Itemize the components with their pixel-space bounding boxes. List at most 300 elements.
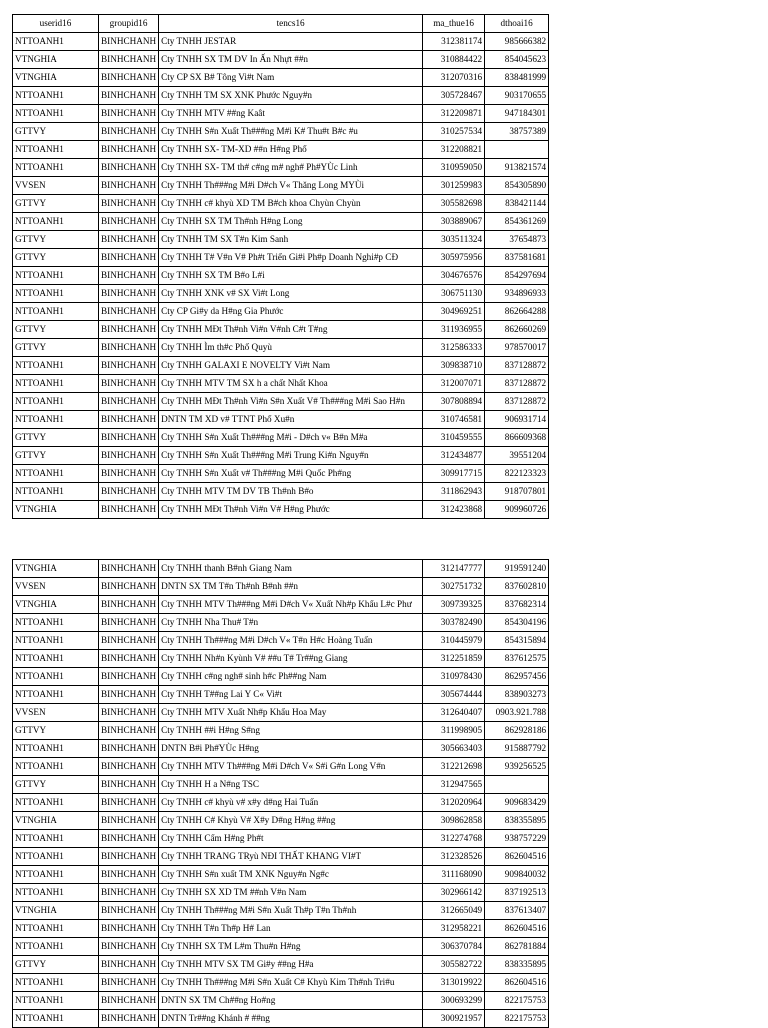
cell-userid: NTTOANH1 <box>13 393 99 411</box>
cell-userid: VVSEN <box>13 578 99 596</box>
cell-userid: NTTOANH1 <box>13 740 99 758</box>
cell-phone: 909840032 <box>485 866 549 884</box>
cell-groupid: BINHCHANH <box>99 974 159 992</box>
cell-tax-code: 311936955 <box>423 321 485 339</box>
table-row <box>13 69 549 87</box>
cell-phone: 854297694 <box>485 267 549 285</box>
cell-groupid: BINHCHANH <box>99 668 159 686</box>
cell-userid: NTTOANH1 <box>13 668 99 686</box>
cell-groupid: BINHCHANH <box>99 483 159 501</box>
cell-groupid: BINHCHANH <box>99 123 159 141</box>
cell-groupid: BINHCHANH <box>99 866 159 884</box>
cell-userid: NTTOANH1 <box>13 884 99 902</box>
cell-groupid: BINHCHANH <box>99 884 159 902</box>
cell-groupid: BINHCHANH <box>99 321 159 339</box>
cell-tax-code: 300921957 <box>423 1010 485 1028</box>
cell-company-name: Cty TNHH SX TM B#o L#i <box>159 267 423 285</box>
cell-tax-code: 311862943 <box>423 483 485 501</box>
cell-phone: 909683429 <box>485 794 549 812</box>
cell-company-name: DNTN TM XD v# TTNT Phố Xu#n <box>159 411 423 429</box>
cell-groupid: BINHCHANH <box>99 303 159 321</box>
cell-phone: 838421144 <box>485 195 549 213</box>
cell-company-name: Cty TNHH S#n Xuất Th###ng M#i K# Thu#t B#c #u <box>159 123 423 141</box>
cell-phone: 838481999 <box>485 69 549 87</box>
cell-userid: NTTOANH1 <box>13 794 99 812</box>
table-row <box>13 501 549 519</box>
cell-tax-code: 303782490 <box>423 614 485 632</box>
cell-groupid: BINHCHANH <box>99 830 159 848</box>
cell-company-name: Cty TNHH SX- TM-XD ##n H#ng Phố <box>159 141 423 159</box>
cell-tax-code: 307808894 <box>423 393 485 411</box>
cell-company-name: Cty TNHH JESTAR <box>159 33 423 51</box>
cell-company-name: Cty TNHH MĐt Th#nh Vi#n V#nh C#t T#ng <box>159 321 423 339</box>
cell-phone: 862604516 <box>485 974 549 992</box>
cell-company-name: Cty TNHH thanh B#nh Giang Nam <box>159 560 423 578</box>
cell-tax-code: 310257534 <box>423 123 485 141</box>
company-table-1 <box>12 14 549 519</box>
table-row <box>13 812 549 830</box>
cell-groupid: BINHCHANH <box>99 848 159 866</box>
cell-company-name: Cty TNHH c# khyù v# x#y d#ng Hai Tuấn <box>159 794 423 812</box>
cell-userid: NTTOANH1 <box>13 267 99 285</box>
cell-company-name: Cty TNHH T#n Th#p H# Lan <box>159 920 423 938</box>
cell-userid: GTTVY <box>13 231 99 249</box>
cell-company-name: Cty TNHH TM SX XNK Phước Nguy#n <box>159 87 423 105</box>
cell-company-name: Cty TNHH SX TM Th#nh H#ng Long <box>159 213 423 231</box>
cell-userid: NTTOANH1 <box>13 357 99 375</box>
cell-company-name: Cty CP Gi#y da H#ng Gia Phước <box>159 303 423 321</box>
cell-groupid: BINHCHANH <box>99 956 159 974</box>
header-tencs: tencs16 <box>159 15 423 33</box>
cell-tax-code: 309917715 <box>423 465 485 483</box>
cell-tax-code: 304969251 <box>423 303 485 321</box>
cell-phone: 838335895 <box>485 956 549 974</box>
cell-tax-code: 302966142 <box>423 884 485 902</box>
cell-phone: 838355895 <box>485 812 549 830</box>
cell-phone <box>485 776 549 794</box>
table-row <box>13 105 549 123</box>
cell-tax-code: 312434877 <box>423 447 485 465</box>
cell-groupid: BINHCHANH <box>99 195 159 213</box>
table-row <box>13 429 549 447</box>
cell-groupid: BINHCHANH <box>99 812 159 830</box>
cell-phone: 854315894 <box>485 632 549 650</box>
table-row <box>13 884 549 902</box>
cell-phone: 37654873 <box>485 231 549 249</box>
cell-company-name: Cty TNHH SX- TM th# c#ng m# ngh# Ph#YÙc Linh <box>159 159 423 177</box>
cell-phone: 837192513 <box>485 884 549 902</box>
cell-company-name: Cty TNHH Nha Thu# T#n <box>159 614 423 632</box>
table-row <box>13 357 549 375</box>
table-row <box>13 596 549 614</box>
cell-phone: 837612575 <box>485 650 549 668</box>
cell-tax-code: 310959050 <box>423 159 485 177</box>
cell-phone: 822175753 <box>485 1010 549 1028</box>
cell-groupid: BINHCHANH <box>99 465 159 483</box>
cell-phone: 822123323 <box>485 465 549 483</box>
cell-groupid: BINHCHANH <box>99 501 159 519</box>
table-row <box>13 447 549 465</box>
cell-tax-code: 312586333 <box>423 339 485 357</box>
cell-groupid: BINHCHANH <box>99 267 159 285</box>
table-row <box>13 938 549 956</box>
cell-company-name: Cty TNHH c#ng ngh# sinh h#c Ph##ng Nam <box>159 668 423 686</box>
table-row <box>13 231 549 249</box>
cell-tax-code: 310884422 <box>423 51 485 69</box>
cell-tax-code: 310459555 <box>423 429 485 447</box>
cell-company-name: Cty TNHH MĐt Th#nh Vi#n S#n Xuất V# Th###ng M#i Sao H#n <box>159 393 423 411</box>
table-row <box>13 758 549 776</box>
cell-userid: NTTOANH1 <box>13 483 99 501</box>
cell-phone: 934896933 <box>485 285 549 303</box>
table-row <box>13 704 549 722</box>
cell-tax-code: 312208821 <box>423 141 485 159</box>
cell-userid: NTTOANH1 <box>13 465 99 483</box>
cell-userid: NTTOANH1 <box>13 920 99 938</box>
cell-groupid: BINHCHANH <box>99 105 159 123</box>
cell-phone: 38757389 <box>485 123 549 141</box>
cell-phone: 939256525 <box>485 758 549 776</box>
table-row <box>13 578 549 596</box>
cell-phone: 854304196 <box>485 614 549 632</box>
cell-userid: NTTOANH1 <box>13 992 99 1010</box>
cell-company-name: Cty TNHH C# Khyù V# X#y D#ng H#ng ##ng <box>159 812 423 830</box>
cell-company-name: Cty TNHH Th###ng M#i S#n Xuất C# Khyù Kim Th#nh Tri#u <box>159 974 423 992</box>
cell-phone: 862660269 <box>485 321 549 339</box>
cell-phone: 837128872 <box>485 357 549 375</box>
cell-groupid: BINHCHANH <box>99 578 159 596</box>
cell-tax-code: 312020964 <box>423 794 485 812</box>
cell-tax-code: 310445979 <box>423 632 485 650</box>
cell-company-name: Cty TNHH Cẩm H#ng Ph#t <box>159 830 423 848</box>
cell-phone: 909960726 <box>485 501 549 519</box>
cell-userid: VTNGHIA <box>13 596 99 614</box>
cell-company-name: Cty TNHH Th###ng M#i D#ch V« Thăng Long MYÙi <box>159 177 423 195</box>
cell-userid: NTTOANH1 <box>13 848 99 866</box>
cell-userid: NTTOANH1 <box>13 938 99 956</box>
cell-company-name: Cty TNHH Nh#n Kyùnh V# ##u T# Tr##ng Giang <box>159 650 423 668</box>
table-row <box>13 249 549 267</box>
table-row <box>13 375 549 393</box>
cell-phone: 947184301 <box>485 105 549 123</box>
cell-userid: GTTVY <box>13 339 99 357</box>
cell-phone: 913821574 <box>485 159 549 177</box>
cell-company-name: Cty TNHH MTV TM SX h a chất Nhất Khoa <box>159 375 423 393</box>
cell-company-name: Cty TNHH T##ng Lai Y C« Vi#t <box>159 686 423 704</box>
table-row <box>13 794 549 812</box>
table-row <box>13 141 549 159</box>
table-row <box>13 195 549 213</box>
table-row <box>13 123 549 141</box>
cell-company-name: Cty TNHH MTV ##ng Kaât <box>159 105 423 123</box>
cell-tax-code: 309739325 <box>423 596 485 614</box>
cell-groupid: BINHCHANH <box>99 357 159 375</box>
cell-groupid: BINHCHANH <box>99 740 159 758</box>
cell-userid: NTTOANH1 <box>13 632 99 650</box>
cell-userid: NTTOANH1 <box>13 213 99 231</box>
cell-userid: NTTOANH1 <box>13 141 99 159</box>
cell-tax-code: 312328526 <box>423 848 485 866</box>
cell-tax-code: 309862858 <box>423 812 485 830</box>
cell-phone: 838903273 <box>485 686 549 704</box>
table-row <box>13 285 549 303</box>
cell-phone: 854045623 <box>485 51 549 69</box>
cell-phone: 837613407 <box>485 902 549 920</box>
cell-groupid: BINHCHANH <box>99 339 159 357</box>
cell-phone: 862604516 <box>485 848 549 866</box>
cell-groupid: BINHCHANH <box>99 902 159 920</box>
cell-phone: 918707801 <box>485 483 549 501</box>
cell-company-name: Cty TNHH Th###ng M#i S#n Xuất Th#p T#n Th#nh <box>159 902 423 920</box>
cell-groupid: BINHCHANH <box>99 375 159 393</box>
cell-userid: NTTOANH1 <box>13 33 99 51</box>
cell-phone: 837581681 <box>485 249 549 267</box>
table-row <box>13 159 549 177</box>
table-row <box>13 830 549 848</box>
cell-userid: NTTOANH1 <box>13 830 99 848</box>
cell-tax-code: 312007071 <box>423 375 485 393</box>
cell-phone: 862604516 <box>485 920 549 938</box>
cell-userid: GTTVY <box>13 195 99 213</box>
cell-tax-code: 305975956 <box>423 249 485 267</box>
cell-company-name: DNTN SX TM Ch##ng Ho#ng <box>159 992 423 1010</box>
table-row <box>13 776 549 794</box>
cell-company-name: Cty TNHH S#n Xuất Th###ng M#i Trung Ki#n Nguy#n <box>159 447 423 465</box>
cell-company-name: Cty TNHH SX TM L#m Thu#n H#ng <box>159 938 423 956</box>
cell-groupid: BINHCHANH <box>99 33 159 51</box>
table-row <box>13 956 549 974</box>
cell-groupid: BINHCHANH <box>99 177 159 195</box>
table-row <box>13 614 549 632</box>
cell-groupid: BINHCHANH <box>99 411 159 429</box>
table-row <box>13 51 549 69</box>
cell-company-name: DNTN SX TM T#n Th#nh B#nh ##n <box>159 578 423 596</box>
table-row <box>13 740 549 758</box>
table-row <box>13 920 549 938</box>
cell-company-name: Cty CP SX B# Tông Vi#t Nam <box>159 69 423 87</box>
cell-userid: VTNGHIA <box>13 812 99 830</box>
cell-phone <box>485 141 549 159</box>
cell-tax-code: 305674444 <box>423 686 485 704</box>
table-row <box>13 560 549 578</box>
cell-userid: NTTOANH1 <box>13 758 99 776</box>
cell-userid: NTTOANH1 <box>13 686 99 704</box>
cell-groupid: BINHCHANH <box>99 938 159 956</box>
cell-company-name: Cty TNHH c# khyù XD TM B#ch khoa Chyùn Chyùn <box>159 195 423 213</box>
cell-tax-code: 302751732 <box>423 578 485 596</box>
cell-company-name: Cty TNHH MTV TM DV TB Th#nh B#o <box>159 483 423 501</box>
cell-userid: VTNGHIA <box>13 69 99 87</box>
cell-groupid: BINHCHANH <box>99 51 159 69</box>
cell-tax-code: 301259983 <box>423 177 485 195</box>
cell-groupid: BINHCHANH <box>99 69 159 87</box>
table-row <box>13 87 549 105</box>
cell-groupid: BINHCHANH <box>99 722 159 740</box>
table-row <box>13 992 549 1010</box>
cell-tax-code: 303889067 <box>423 213 485 231</box>
cell-company-name: Cty TNHH Ìm th#c Phố Quyù <box>159 339 423 357</box>
cell-groupid: BINHCHANH <box>99 159 159 177</box>
cell-company-name: Cty TNHH TM SX T#n Kim Sanh <box>159 231 423 249</box>
table-row <box>13 303 549 321</box>
cell-userid: NTTOANH1 <box>13 105 99 123</box>
cell-tax-code: 312209871 <box>423 105 485 123</box>
cell-groupid: BINHCHANH <box>99 560 159 578</box>
cell-phone: 862957456 <box>485 668 549 686</box>
cell-userid: NTTOANH1 <box>13 1010 99 1028</box>
table-row <box>13 33 549 51</box>
cell-company-name: Cty TNHH S#n xuất TM XNK Nguy#n Ng#c <box>159 866 423 884</box>
cell-company-name: Cty TNHH S#n Xuất v# Th###ng M#i Quốc Ph#ng <box>159 465 423 483</box>
cell-phone: 837682314 <box>485 596 549 614</box>
cell-tax-code: 305582722 <box>423 956 485 974</box>
table-row <box>13 1010 549 1028</box>
cell-company-name: Cty TNHH Th###ng M#i D#ch V« T#n H#c Hoàng Tuấn <box>159 632 423 650</box>
header-dthoai: dthoai16 <box>485 15 549 33</box>
cell-phone: 906931714 <box>485 411 549 429</box>
cell-groupid: BINHCHANH <box>99 213 159 231</box>
cell-company-name: Cty TNHH SX XD TM ##nh V#n Nam <box>159 884 423 902</box>
cell-tax-code: 309838710 <box>423 357 485 375</box>
cell-phone: 862664288 <box>485 303 549 321</box>
cell-tax-code: 306751130 <box>423 285 485 303</box>
cell-tax-code: 300693299 <box>423 992 485 1010</box>
cell-company-name: Cty TNHH ##i H#ng S#ng <box>159 722 423 740</box>
cell-userid: NTTOANH1 <box>13 411 99 429</box>
cell-groupid: BINHCHANH <box>99 249 159 267</box>
table-row <box>13 632 549 650</box>
cell-groupid: BINHCHANH <box>99 758 159 776</box>
table-row <box>13 339 549 357</box>
cell-phone: 978570017 <box>485 339 549 357</box>
cell-groupid: BINHCHANH <box>99 632 159 650</box>
table-row <box>13 321 549 339</box>
cell-userid: NTTOANH1 <box>13 375 99 393</box>
cell-phone: 854361269 <box>485 213 549 231</box>
cell-groupid: BINHCHANH <box>99 920 159 938</box>
cell-company-name: Cty TNHH T# V#n V# Ph#t Triển Gi#i Ph#p Doanh Nghi#p CĐ <box>159 249 423 267</box>
cell-groupid: BINHCHANH <box>99 686 159 704</box>
cell-groupid: BINHCHANH <box>99 429 159 447</box>
cell-groupid: BINHCHANH <box>99 614 159 632</box>
table-row <box>13 866 549 884</box>
cell-groupid: BINHCHANH <box>99 650 159 668</box>
cell-tax-code: 312251859 <box>423 650 485 668</box>
cell-tax-code: 312274768 <box>423 830 485 848</box>
cell-company-name: Cty TNHH MĐt Th#nh Vi#n V# H#ng Phước <box>159 501 423 519</box>
cell-tax-code: 306370784 <box>423 938 485 956</box>
cell-groupid: BINHCHANH <box>99 141 159 159</box>
cell-userid: NTTOANH1 <box>13 87 99 105</box>
cell-groupid: BINHCHANH <box>99 794 159 812</box>
cell-phone: 0903.921.788 <box>485 704 549 722</box>
cell-userid: VTNGHIA <box>13 51 99 69</box>
cell-tax-code: 312947565 <box>423 776 485 794</box>
cell-userid: VVSEN <box>13 704 99 722</box>
table-row <box>13 668 549 686</box>
cell-groupid: BINHCHANH <box>99 992 159 1010</box>
cell-userid: NTTOANH1 <box>13 650 99 668</box>
cell-company-name: Cty TNHH MTV Xuất Nh#p Khẩu Hoa May <box>159 704 423 722</box>
cell-tax-code: 312665049 <box>423 902 485 920</box>
spreadsheet <box>12 14 549 1028</box>
cell-phone: 915887792 <box>485 740 549 758</box>
cell-groupid: BINHCHANH <box>99 447 159 465</box>
table-row <box>13 650 549 668</box>
table-row <box>13 213 549 231</box>
cell-phone: 938757229 <box>485 830 549 848</box>
cell-company-name: Cty TNHH H a N#ng TSC <box>159 776 423 794</box>
table-gap <box>12 519 549 559</box>
cell-company-name: Cty TNHH S#n Xuất Th###ng M#i - D#ch v« B#n M#a <box>159 429 423 447</box>
cell-groupid: BINHCHANH <box>99 704 159 722</box>
cell-groupid: BINHCHANH <box>99 1010 159 1028</box>
cell-phone: 837128872 <box>485 375 549 393</box>
cell-company-name: Cty TNHH MTV Th###ng M#i D#ch V« Xuất Nh#p Khẩu L#c Phư <box>159 596 423 614</box>
cell-tax-code: 311998905 <box>423 722 485 740</box>
cell-tax-code: 312147777 <box>423 560 485 578</box>
header-row <box>13 15 549 33</box>
cell-tax-code: 303511324 <box>423 231 485 249</box>
cell-groupid: BINHCHANH <box>99 285 159 303</box>
cell-userid: GTTVY <box>13 249 99 267</box>
cell-phone: 866609368 <box>485 429 549 447</box>
cell-company-name: DNTN B#i Ph#YÙc H#ng <box>159 740 423 758</box>
cell-userid: VTNGHIA <box>13 560 99 578</box>
cell-phone: 837602810 <box>485 578 549 596</box>
company-table-2 <box>12 559 549 1028</box>
table-row <box>13 902 549 920</box>
cell-company-name: Cty TNHH MTV SX TM Gi#y ##ng H#a <box>159 956 423 974</box>
cell-userid: GTTVY <box>13 429 99 447</box>
cell-company-name: Cty TNHH TRANG TRyù NĐI THẤT KHANG VI#T <box>159 848 423 866</box>
cell-tax-code: 310978430 <box>423 668 485 686</box>
header-groupid: groupid16 <box>99 15 159 33</box>
header-ma-thue: ma_thue16 <box>423 15 485 33</box>
header-userid: userid16 <box>13 15 99 33</box>
cell-userid: NTTOANH1 <box>13 866 99 884</box>
cell-userid: GTTVY <box>13 956 99 974</box>
table-row <box>13 483 549 501</box>
cell-phone: 862928186 <box>485 722 549 740</box>
cell-phone: 862781884 <box>485 938 549 956</box>
cell-userid: NTTOANH1 <box>13 303 99 321</box>
table-row <box>13 848 549 866</box>
cell-company-name: Cty TNHH SX TM DV In Ấn Nhựt ##n <box>159 51 423 69</box>
table-row <box>13 393 549 411</box>
cell-userid: GTTVY <box>13 123 99 141</box>
cell-tax-code: 312212698 <box>423 758 485 776</box>
cell-tax-code: 305728467 <box>423 87 485 105</box>
table-row <box>13 267 549 285</box>
cell-phone: 822175753 <box>485 992 549 1010</box>
table-row <box>13 722 549 740</box>
cell-groupid: BINHCHANH <box>99 596 159 614</box>
cell-userid: GTTVY <box>13 776 99 794</box>
cell-tax-code: 305582698 <box>423 195 485 213</box>
table-row <box>13 411 549 429</box>
cell-phone: 854305890 <box>485 177 549 195</box>
cell-company-name: Cty TNHH GALAXI E NOVELTY Vi#t Nam <box>159 357 423 375</box>
cell-userid: GTTVY <box>13 722 99 740</box>
cell-phone: 39551204 <box>485 447 549 465</box>
cell-phone: 919591240 <box>485 560 549 578</box>
cell-tax-code: 313019922 <box>423 974 485 992</box>
cell-phone: 837128872 <box>485 393 549 411</box>
cell-groupid: BINHCHANH <box>99 87 159 105</box>
cell-userid: VTNGHIA <box>13 501 99 519</box>
cell-phone: 985666382 <box>485 33 549 51</box>
